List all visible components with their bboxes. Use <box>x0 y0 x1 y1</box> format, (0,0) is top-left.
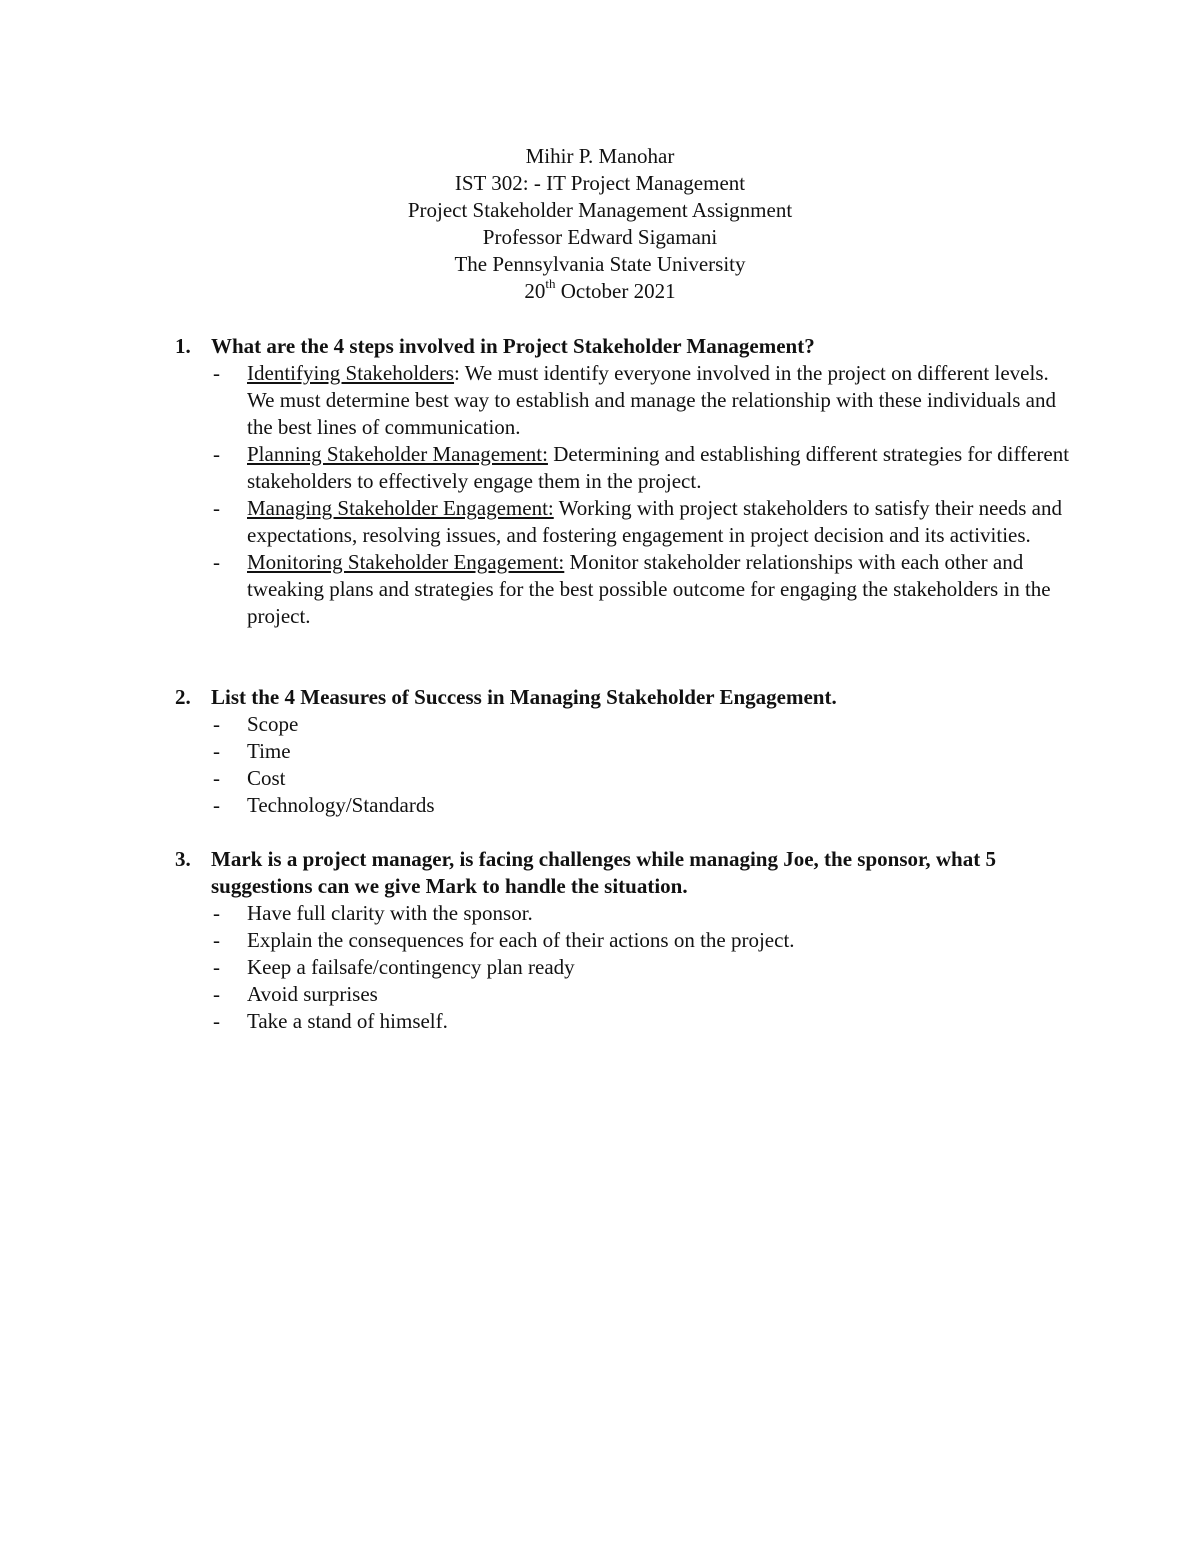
date <box>0 278 1200 305</box>
item-text: Technology/Standards <box>247 793 435 817</box>
list-item <box>175 360 1075 441</box>
dash-bullet: - <box>213 442 220 466</box>
question-text: What are the 4 steps involved in Project Stakeholder Management? <box>211 334 815 358</box>
dash-bullet: - <box>213 712 220 736</box>
item-term: Planning Stakeholder Management: <box>247 442 548 466</box>
list-item <box>175 765 1075 792</box>
dash-bullet: - <box>213 550 220 574</box>
dash-bullet: - <box>213 739 220 763</box>
item-text: Keep a failsafe/contingency plan ready <box>247 955 575 979</box>
university-name: The Pennsylvania State University <box>454 252 746 276</box>
list-item <box>175 954 1075 981</box>
question-2 <box>175 684 1075 819</box>
dash-bullet: - <box>213 901 220 925</box>
list-item <box>175 495 1075 549</box>
item-text: Take a stand of himself. <box>247 1009 448 1033</box>
question-number: 2. <box>175 685 191 709</box>
date-ordinal-suffix: th <box>545 276 556 291</box>
dash-bullet: - <box>213 361 220 385</box>
list-item <box>175 792 1075 819</box>
list-item <box>175 981 1075 1008</box>
list-item <box>175 927 1075 954</box>
date-day: 20 <box>524 279 546 303</box>
author-name: Mihir P. Manohar <box>525 144 675 168</box>
answer-list <box>175 360 1075 630</box>
dash-bullet: - <box>213 928 220 952</box>
item-term: Managing Stakeholder Engagement: <box>247 496 554 520</box>
question-number: 1. <box>175 334 191 358</box>
item-text: Time <box>247 739 291 763</box>
item-term: Monitoring Stakeholder Engagement: <box>247 550 565 574</box>
dash-bullet: - <box>213 955 220 979</box>
dash-bullet: - <box>213 766 220 790</box>
item-text: Cost <box>247 766 286 790</box>
dash-bullet: - <box>213 1009 220 1033</box>
item-text: Monitor stakeholder relationships with each other and tweaking plans and strategies for the best possible outcome for engaging the stakeholders in the project. <box>247 550 1051 628</box>
answer-list <box>175 711 1075 819</box>
item-text: Avoid surprises <box>247 982 378 1006</box>
question-text: Mark is a project manager, is facing challenges while managing Joe, the sponsor, what 5 suggestions can we give Mark to handle the situation. <box>211 847 996 898</box>
item-term: Identifying Stakeholders <box>247 361 455 385</box>
course-title: IST 302: - IT Project Management <box>454 171 746 195</box>
question-heading <box>175 333 1075 360</box>
list-item <box>175 1008 1075 1035</box>
item-text: Working with project stakeholders to satisfy their needs and expectations, resolving issues, and fostering engagement in project decision and its activities. <box>247 496 1062 547</box>
list-item <box>175 738 1075 765</box>
dash-bullet: - <box>213 982 220 1006</box>
item-text: Determining and establishing different strategies for different stakeholders to effectively engage them in the project. <box>247 442 1070 493</box>
list-item <box>175 441 1075 495</box>
answer-list <box>175 900 1075 1035</box>
title-block <box>0 143 1200 305</box>
question-number: 3. <box>175 847 191 871</box>
dash-bullet: - <box>213 793 220 817</box>
question-3 <box>175 846 1075 1035</box>
dash-bullet: - <box>213 496 220 520</box>
list-item <box>175 900 1075 927</box>
list-item <box>175 549 1075 630</box>
item-text: : We must identify everyone involved in the project on different levels. We must determine best way to establish and manage the relationship with these individuals and the best lines of communication. <box>247 361 1056 439</box>
assignment-title: Project Stakeholder Management Assignment <box>407 198 793 222</box>
professor-name: Professor Edward Sigamani <box>482 225 718 249</box>
item-text: Scope <box>247 712 299 736</box>
question-1 <box>175 333 1075 630</box>
item-text: Have full clarity with the sponsor. <box>247 901 533 925</box>
question-text: List the 4 Measures of Success in Managing Stakeholder Engagement. <box>211 685 837 709</box>
date-month-year: October 2021 <box>555 279 676 303</box>
question-heading <box>175 846 1075 900</box>
item-text: Explain the consequences for each of their actions on the project. <box>247 928 795 952</box>
list-item <box>175 711 1075 738</box>
question-heading <box>175 684 1075 711</box>
